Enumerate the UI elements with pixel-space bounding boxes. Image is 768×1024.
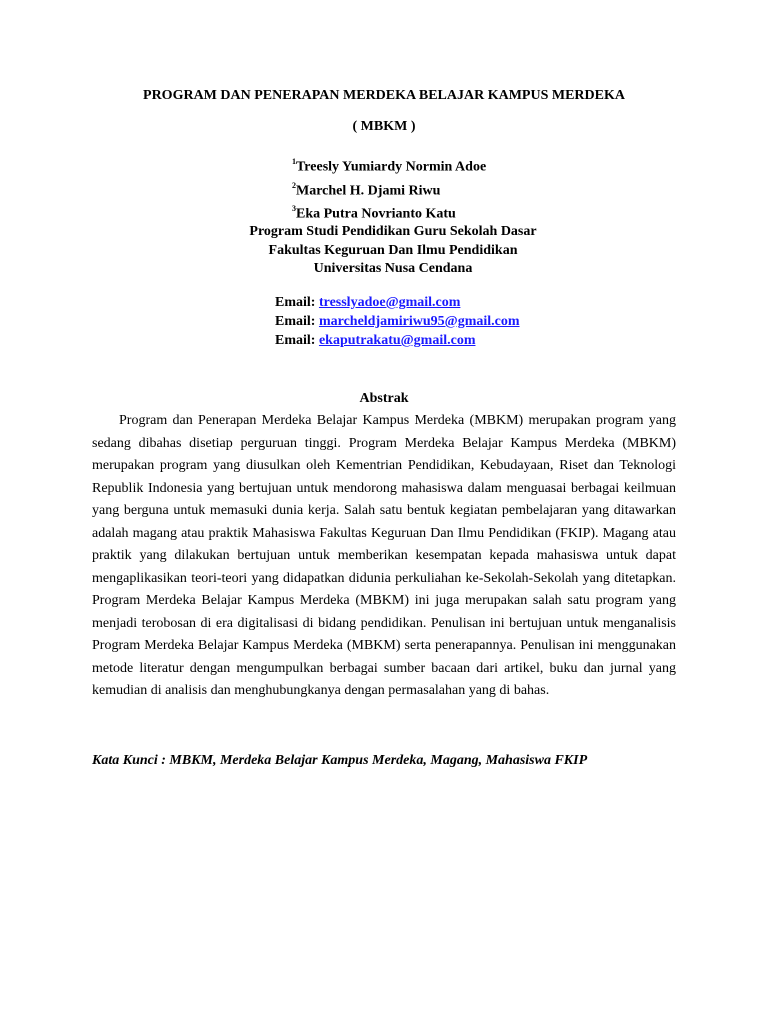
affiliation-block bbox=[0, 223, 768, 279]
author-list bbox=[292, 153, 486, 224]
author-2-number: 2 bbox=[292, 180, 296, 190]
email-row-3 bbox=[275, 331, 520, 350]
paper-title: PROGRAM DAN PENERAPAN MERDEKA BELAJAR KAMPUS MERDEKA bbox=[143, 88, 625, 103]
email-row-1 bbox=[275, 293, 520, 312]
author-3-name: Eka Putra Novrianto Katu bbox=[296, 206, 456, 222]
email-label: Email: bbox=[275, 333, 316, 348]
affiliation-program: Program Studi Pendidikan Guru Sekolah Dasar bbox=[249, 224, 537, 239]
author-3 bbox=[292, 200, 486, 224]
author-2 bbox=[292, 177, 486, 201]
abstract-paragraph bbox=[92, 410, 676, 703]
paper-subtitle: ( MBKM ) bbox=[352, 119, 416, 134]
email-label: Email: bbox=[275, 295, 316, 310]
abstract-heading: Abstrak bbox=[359, 391, 409, 406]
email-link-1[interactable]: tresslyadoe@gmail.com bbox=[318, 295, 461, 310]
email-link-2[interactable]: marcheldjamiriwu95@gmail.com bbox=[318, 314, 520, 329]
affiliation-university: Universitas Nusa Cendana bbox=[313, 261, 473, 276]
email-label: Email: bbox=[275, 314, 316, 329]
keywords-line: Kata Kunci : MBKM, Merdeka Belajar Kampus Merdeka, Magang, Mahasiswa FKIP bbox=[92, 753, 588, 768]
author-1-name: Treesly Yumiardy Normin Adoe bbox=[296, 159, 487, 175]
author-2-name: Marchel H. Djami Riwu bbox=[296, 183, 441, 199]
email-link-3[interactable]: ekaputrakatu@gmail.com bbox=[318, 333, 476, 348]
affiliation-faculty: Fakultas Keguruan Dan Ilmu Pendidikan bbox=[268, 242, 518, 258]
abstract-text: Program dan Penerapan Merdeka Belajar Kampus Merdeka (MBKM) merupakan program yang sedang dibahas disetiap perguruan tinggi. Program Merdeka Belajar Kampus Merdeka (MBKM) merupakan program yang diusulkan oleh Kementrian Pendidikan, Kebudayaan, Riset dan Teknologi Republik Indonesia yang bertujuan untuk mendorong mahasiswa dalam menguasai berbagai keilmuan yang berguna untuk memasuki dunia kerja. Salah satu bentuk kegiatan pembelajaran yang ditawarkan adalah magang atau praktik Mahasiswa Fakultas Keguruan Dan Ilmu Pendidikan (FKIP). Magang atau praktik yang dilakukan bertujuan untuk memberikan kesempatan kepada mahasiswa untuk dapat mengaplikasikan teori-teori yang didapatkan didunia perkuliahan ke-Sekolah-Sekolah yang ditetapkan. Program Merdeka Belajar Kampus Merdeka (MBKM) ini juga merupakan salah satu program yang menjadi terobosan di era digitalisasi di bidang pendidikan. Penulisan ini bertujuan untuk menganalisis Program Merdeka Belajar Kampus Merdeka (MBKM) serta penerapannya. Penulisan ini menggunakan metode literatur dengan mengumpulkan berbagai sumber bacaan dari artikel, buku dan jurnal yang kemudian di analisis dan menghubungkanya dengan permasalahan yang di bahas. bbox=[92, 413, 676, 698]
author-1-number: 1 bbox=[292, 157, 296, 166]
author-3-number: 3 bbox=[292, 204, 296, 214]
email-list bbox=[275, 293, 520, 350]
author-1 bbox=[292, 153, 486, 177]
email-row-2 bbox=[275, 312, 520, 331]
